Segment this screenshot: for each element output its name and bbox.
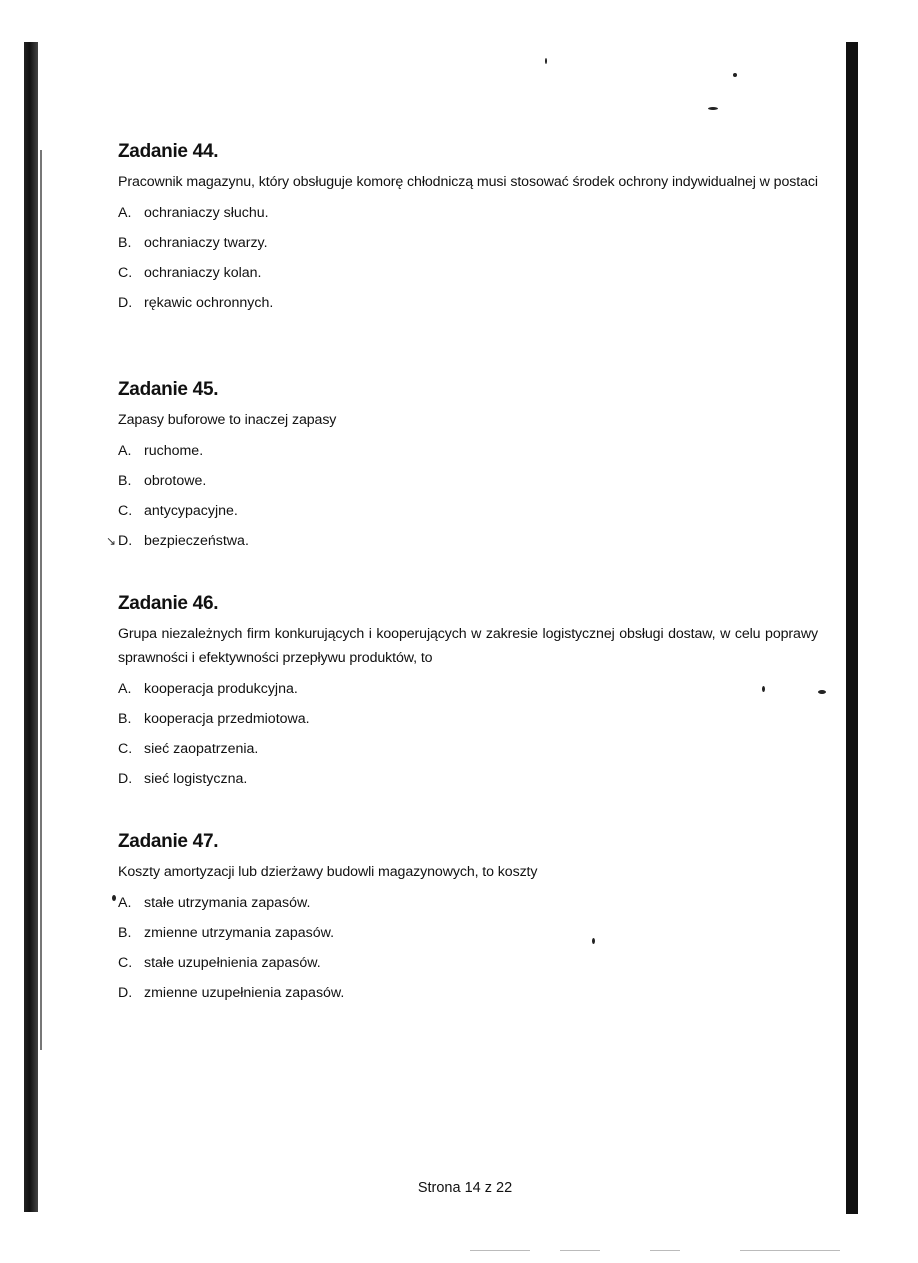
task-44 [118,140,818,318]
answer-options [106,436,818,556]
answer-options [118,888,818,1008]
option-text: obrotowe. [144,473,207,489]
answer-option-a [118,436,818,466]
pen-mark-icon: ↘ [106,534,117,548]
answer-option-d [106,526,818,556]
option-text: antycypacyjne. [144,503,238,519]
task-46 [118,592,818,794]
answer-option-c [118,496,818,526]
scan-speck [112,895,116,901]
option-text: ochraniaczy twarzy. [144,235,268,251]
option-letter: B. [118,711,132,727]
option-text: kooperacja produkcyjna. [144,681,298,697]
answer-option-c [118,948,818,978]
answer-option-d [118,288,818,318]
option-text: ochraniaczy słuchu. [144,205,269,221]
option-letter: C. [118,265,133,281]
option-letter: C. [118,741,133,757]
task-title: Zadanie 44. [118,141,219,162]
option-letter: A. [118,443,132,459]
scan-edge-left-thin [40,150,42,1050]
answer-option-c [118,258,818,288]
task-question: Pracownik magazynu, który obsługuje komorę chłodniczą musi stosować środek ochrony indywidualnej w postaci [118,174,818,190]
option-text: ruchome. [144,443,204,459]
option-letter: B. [118,235,132,251]
answer-option-b [118,466,818,496]
task-title: Zadanie 46. [118,593,219,614]
option-text: kooperacja przedmiotowa. [144,711,310,727]
page-number: Strona 14 z 22 [417,1180,513,1196]
task-question: Koszty amortyzacji lub dzierżawy budowli magazynowych, to koszty [118,864,538,880]
scan-dash [560,1250,600,1251]
answer-option-a [118,198,818,228]
answer-option-a [118,888,818,918]
option-letter: A. [118,205,132,221]
option-text: bezpieczeństwa. [144,533,249,549]
task-title: Zadanie 45. [118,379,219,400]
option-letter: B. [118,473,132,489]
option-text: sieć logistyczna. [144,771,248,787]
answer-option-b [118,918,818,948]
option-text: stałe uzupełnienia zapasów. [144,955,321,971]
scan-dash [740,1250,840,1251]
option-letter: A. [118,895,132,911]
scan-edge-left [24,42,38,1212]
task-title: Zadanie 47. [118,831,219,852]
scan-speck [708,107,718,110]
scan-speck [733,73,737,77]
answer-option-d [118,764,818,794]
scan-speck [818,690,826,694]
scan-dash [470,1250,530,1251]
answer-option-d [118,978,818,1008]
option-letter: D. [118,295,133,311]
option-text: rękawic ochronnych. [144,295,274,311]
scan-speck [545,58,547,64]
option-text: zmienne utrzymania zapasów. [144,925,335,941]
task-47 [118,830,818,1008]
option-text: zmienne uzupełnienia zapasów. [144,985,345,1001]
option-letter: D. [118,533,133,549]
option-letter: D. [118,985,133,1001]
task-question: Grupa niezależnych firm konkurujących i kooperujących w zakresie logistycznej obsługi dostaw, w celu poprawy sprawności i efektywności przepływu produktów, to [118,626,818,666]
option-letter: B. [118,925,132,941]
answer-option-a [118,674,818,704]
answer-option-b [118,228,818,258]
answer-options [118,674,818,794]
answer-option-c [118,734,818,764]
option-text: sieć zaopatrzenia. [144,741,259,757]
scan-edge-right [846,42,858,1214]
answer-option-b [118,704,818,734]
task-45 [106,378,818,556]
option-letter: C. [118,955,133,971]
scan-dash [650,1250,680,1251]
option-text: stałe utrzymania zapasów. [144,895,311,911]
task-question: Zapasy buforowe to inaczej zapasy [118,412,337,428]
answer-options [118,198,818,318]
option-letter: A. [118,681,132,697]
option-letter: D. [118,771,133,787]
option-text: ochraniaczy kolan. [144,265,262,281]
option-letter: C. [118,503,133,519]
